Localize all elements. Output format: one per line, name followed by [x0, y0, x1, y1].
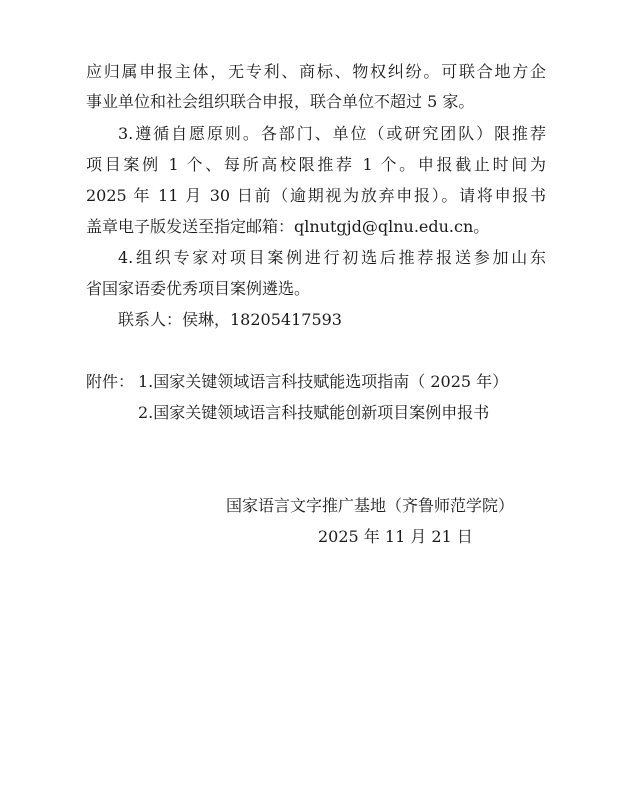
body-line: 项目案例 1 个、每所高校限推荐 1 个。申报截止时间为 — [86, 155, 546, 174]
attachments-label: 附件： — [86, 372, 135, 391]
body-line: 盖章电子版发送至指定邮箱：qlnutgjd@qlnu.edu.cn。 — [86, 217, 490, 236]
body-line: 3.遵循自愿原则。各部门、单位（或研究团队）限推荐 — [118, 124, 546, 143]
attachment-item: 2.国家关键领域语言科技赋能创新项目案例申报书 — [138, 403, 490, 422]
body-line: 4.组织专家对项目案例进行初选后推荐报送参加山东 — [118, 248, 546, 267]
body-line: 2025 年 11 月 30 日前（逾期视为放弃申报）。请将申报书 — [86, 186, 546, 205]
attachment-item: 1.国家关键领域语言科技赋能选项指南（ 2025 年） — [138, 372, 509, 391]
body-line: 应归属申报主体，无专利、商标、物权纠纷。可联合地方企 — [86, 62, 546, 81]
signature-organization: 国家语言文字推广基地（齐鲁师范学院） — [226, 496, 515, 515]
contact-line: 联系人：侯琳，18205417593 — [118, 310, 342, 329]
body-line: 事业单位和社会组织联合申报，联合单位不超过 5 家。 — [86, 92, 475, 111]
body-line: 省国家语委优秀项目案例遴选。 — [86, 279, 311, 298]
signature-date: 2025 年 11 月 21 日 — [318, 527, 473, 546]
